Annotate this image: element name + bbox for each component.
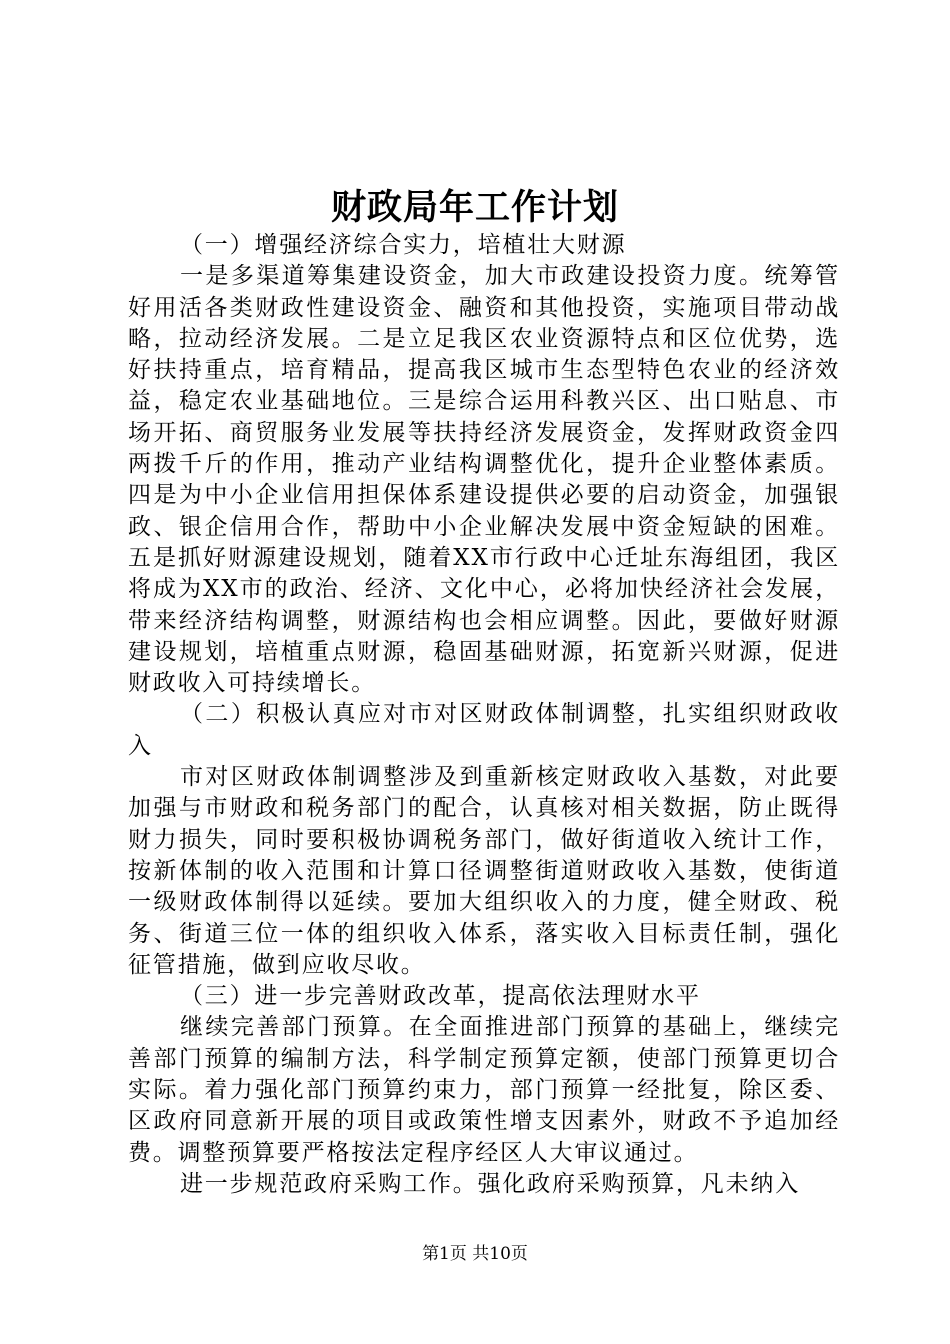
paragraph-3: 继续完善部门预算。在全面推进部门预算的基础上，继续完善部门预算的编制方法，科学制定预算定额，使部门预算更切合实际。着力强化部门预算约束力，部门预算一经批复，除区委、区政府同意新开展的项目或政策性增支因素外，财政不予追加经费。调整预算要严格按法定程序经区人大审议通过。 <box>128 1014 840 1166</box>
document-body <box>128 230 840 1200</box>
section-heading-3: （三）进一步完善财政改革，提高依法理财水平 <box>180 983 701 1010</box>
page-number: 第1页 共10页 <box>422 1244 528 1264</box>
section-heading-2: （二）积极认真应对市对区财政体制调整，扎实组织财政收入 <box>128 701 840 759</box>
section-heading-1: （一）增强经济综合实力，培植壮大财源 <box>180 232 627 258</box>
paragraph-1: 一是多渠道筹集建设资金，加大市政建设投资力度。统筹管好用活各类财政性建设资金、融资和其他投资，实施项目带动战略，拉动经济发展。二是立足我区农业资源特点和区位优势，选好扶持重点，培育精品，提高我区城市生态型特色农业的经济效益，稳定农业基础地位。三是综合运用科教兴区、出口贴息、市场开拓、商贸服务业发展等扶持经济发展资金，发挥财政资金四两拨千斤的作用，推动产业结构调整优化，提升企业整体素质。四是为中小企业信用担保体系建设提供必要的启动资金，加强银政、银企信用合作，帮助中小企业解决发展中资金短缺的困难。五是抓好财源建设规划，随着XX市行政中心迁址东海组团，我区将成为XX市的政治、经济、文化中心，必将加快经济社会发展，带来经济结构调整，财源结构也会相应调整。因此，要做好财源建设规划，培植重点财源，稳固基础财源，拓宽新兴财源，促进财政收入可持续增长。 <box>128 263 840 697</box>
page-title: 财政局年工作计划 <box>330 187 619 228</box>
paragraph-2: 市对区财政体制调整涉及到重新核定财政收入基数，对此要加强与市财政和税务部门的配合，认真核对相关数据，防止既得财力损失，同时要积极协调税务部门，做好街道收入统计工作，按新体制的收入范围和计算口径调整街道财政收入基数，使街道一级财政体制得以延续。要加大组织收入的力度，健全财政、税务、街道三位一体的组织收入体系，落实收入目标责任制，强化征管措施，做到应收尽收。 <box>128 764 840 978</box>
paragraph-4: 进一步规范政府采购工作。强化政府采购预算，凡未纳入 <box>180 1170 800 1197</box>
